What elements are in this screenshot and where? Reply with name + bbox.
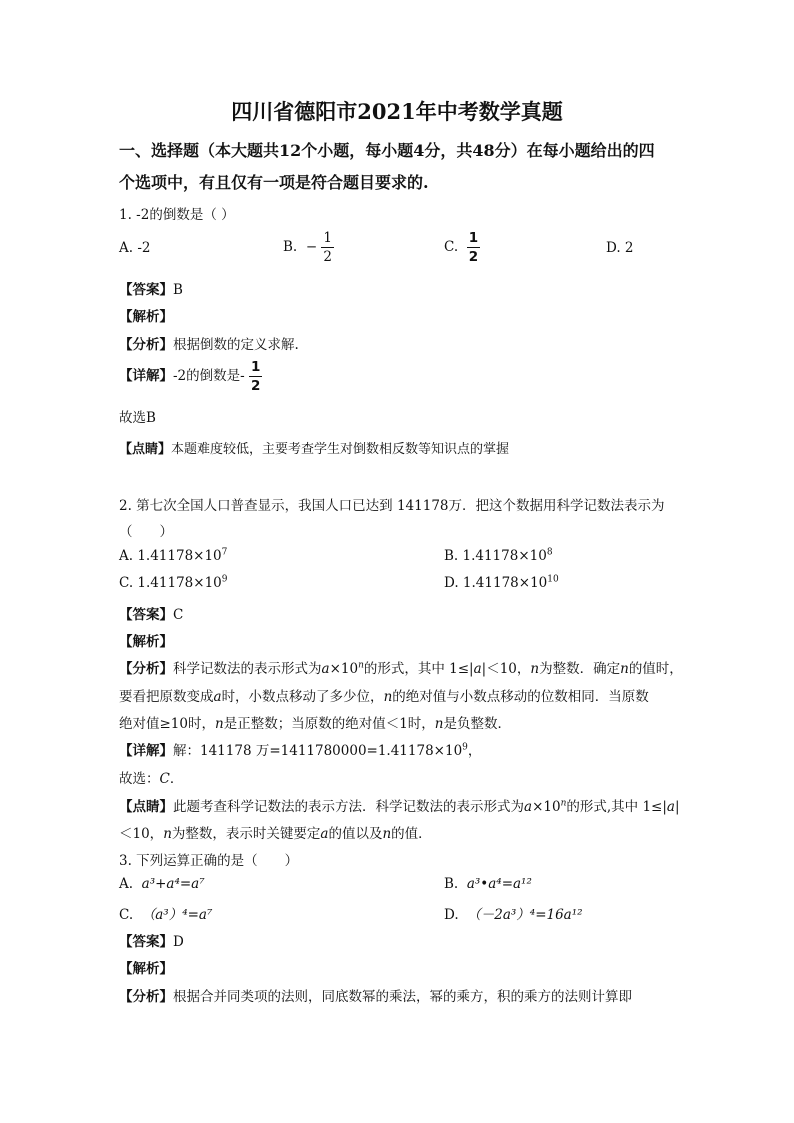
q1-fenxi: 【分析】根据倒数的定义求解. [119, 337, 299, 353]
q1-option-b: B. − $\frac{1}{2}$ [283, 230, 333, 265]
page-title: 四川省德阳市2021年中考数学真题 [231, 99, 563, 124]
q3-option-b: B. a³•a⁴=a¹² [444, 876, 532, 892]
q3-option-a: A. a³+a⁴=a⁷ [119, 876, 205, 892]
q1-xiangjie: 【详解】-2的倒数是- $\frac{1}{2}$ [119, 359, 261, 394]
q2-answer: 【答案】C [119, 607, 184, 623]
q1-stem: 1. -2的倒数是（ ） [119, 207, 235, 223]
section-heading-line2: 个选项中，有且仅有一项是符合题目要求的. [119, 173, 429, 192]
q3-option-d: D. （－2a³）⁴=16a¹² [444, 907, 583, 923]
q3-option-c: C. （a³）⁴=a⁷ [119, 907, 213, 923]
q3-answer: 【答案】D [119, 934, 184, 950]
q3-stem: 3. 下列运算正确的是（ ） [119, 853, 299, 869]
q1-option-d: D. 2 [606, 240, 634, 256]
q2-option-d: D. $1.41178\times 10^{10}$ [444, 574, 559, 591]
q2-fenxi-line3: 绝对值≥10时，n是正整数；当原数的绝对值＜1时，n是负整数． [119, 716, 511, 732]
q2-dianjing-line2: ＜10，n为整数，表示时关键要定a的值以及n的值． [119, 826, 432, 842]
q2-jiexi: 【解析】 [119, 634, 173, 650]
q2-option-a: A. $1.41178\times 10^7$ [119, 547, 228, 564]
q2-stem-line2: （ ） [119, 524, 173, 540]
q2-dianjing-line1: 【点睛】此题考查科学记数法的表示方法．科学记数法的表示形式为$a\times 10^n$的形式,其中 1≤|a| [119, 798, 680, 815]
q3-jiexi: 【解析】 [119, 961, 173, 977]
q2-option-b: B. $1.41178\times 10^8$ [444, 547, 553, 564]
q2-fenxi-line2: 要看把原数变成a时，小数点移动了多少位，n的绝对值与小数点移动的位数相同．当原数 [119, 689, 649, 705]
q2-stem-line1: 2. 第七次全国人口普查显示，我国人口已达到 141178万．把这个数据用科学记数法表示为 [119, 498, 665, 514]
q3-fenxi: 【分析】根据合并同类项的法则，同底数幂的乘法，幂的乘方，积的乘方的法则计算即 [119, 989, 632, 1005]
q2-option-c: C. $1.41178\times 10^9$ [119, 574, 228, 591]
q1-answer: 【答案】B [119, 282, 183, 298]
q1-dianjing: 【点睛】本题难度较低，主要考查学生对倒数相反数等知识点的掌握 [119, 442, 510, 457]
q1-option-c: C. $\frac{1}{2}$ [444, 230, 479, 265]
q1-option-a: A. -2 [119, 240, 151, 256]
q2-select: 故选：C． [119, 771, 184, 787]
q2-fenxi-line1: 【分析】科学记数法的表示形式为$a\times 10^n$的形式，其中 1≤|a|＜10，n为整数．确定n的值时， [119, 660, 683, 677]
q1-jiexi: 【解析】 [119, 309, 173, 325]
section-heading-line1: 一、选择题（本大题共12个小题，每小题4分，共48分）在每小题给出的四 [119, 141, 655, 160]
q2-xiangjie: 【详解】解：141178 万$=1411780000=1.41178\times 10^9$， [119, 742, 482, 759]
q1-select: 故选B [119, 410, 156, 426]
